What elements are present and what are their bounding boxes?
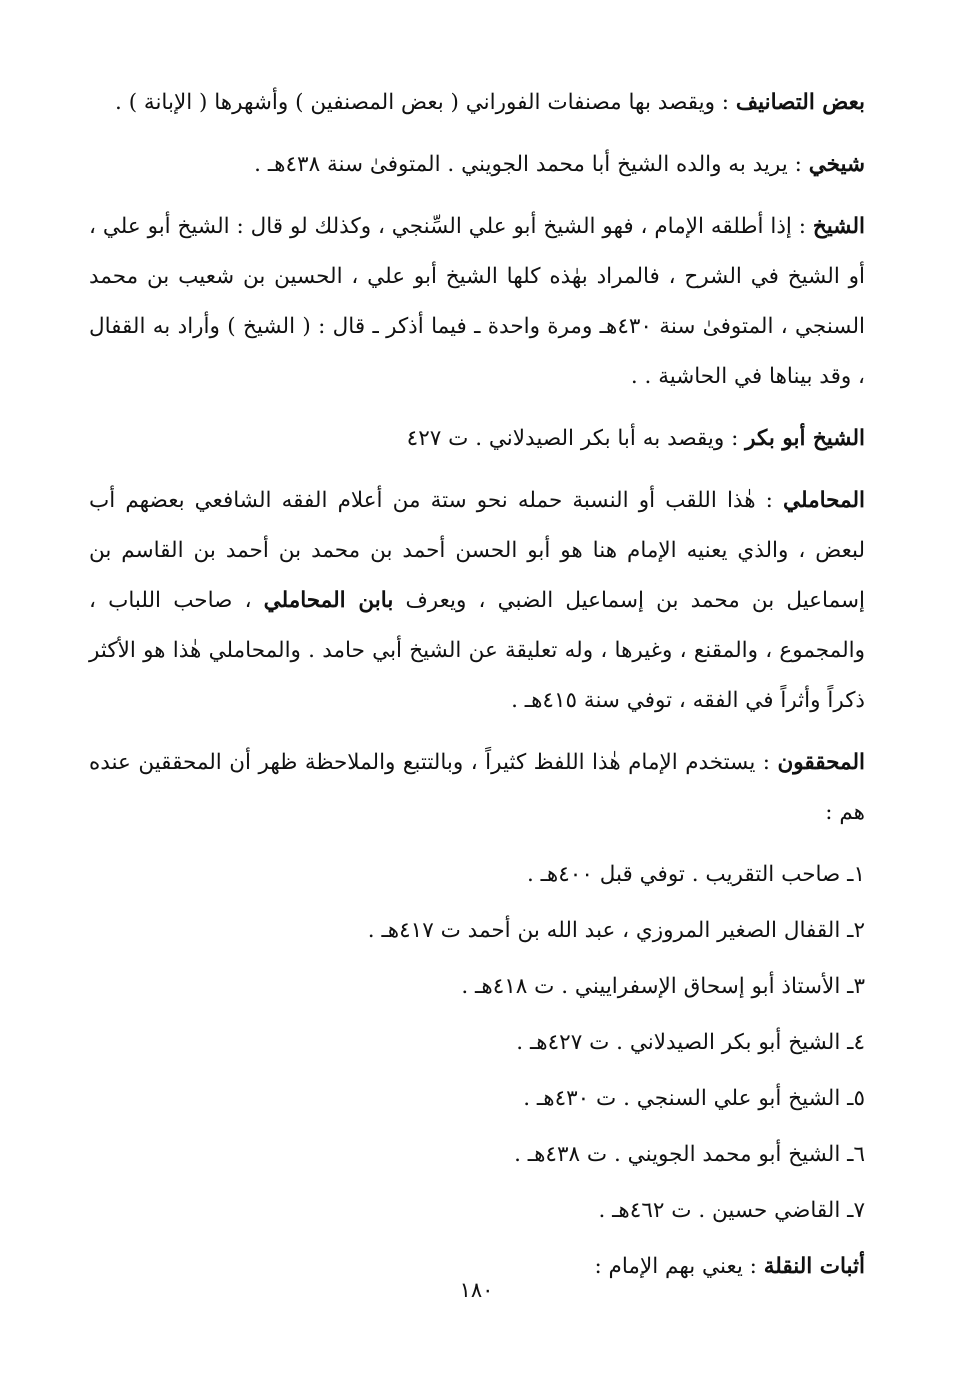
entry-shaykhi	[89, 140, 865, 190]
list-item: ٥ـ الشيخ أبو علي السنجي . ت ٤٣٠هـ .	[523, 1086, 865, 1111]
list-item: ٧ـ القاضي حسين . ت ٤٦٢هـ .	[598, 1198, 865, 1223]
entry-term: المحققون	[777, 750, 865, 775]
entry-separator: :	[791, 214, 813, 239]
entry-body-emphasis: بابن المحاملي	[263, 588, 394, 613]
entry-body: ويقصد بها مصنفات الفوراني ( بعض المصنفين ) وأشهرها ( الإبانة ) .	[115, 90, 715, 115]
entry-body: يريد به والده الشيخ أبا محمد الجويني . المتوفىٰ سنة ٤٣٨هـ .	[254, 152, 788, 177]
entry-separator: :	[755, 750, 778, 775]
entry-separator: :	[714, 90, 736, 115]
entry-term: أثبات النقلة	[763, 1254, 865, 1279]
list-item: ٣ـ الأستاذ أبو إسحاق الإسفراييني . ت ٤١٨هـ .	[461, 974, 865, 999]
entry-almuhaqqiqun	[89, 738, 865, 838]
entry-term: الشيخ أبو بكر	[745, 426, 865, 451]
entry-alshaykh	[89, 202, 865, 402]
entry-body: ، صاحب اللباب ، والمجموع ، والمقنع ، وغيرها ، وله تعليقة عن الشيخ أبي حامد . والمحاملي هٰذا هو الأكثر ذكراً وأثراً في الفقه ، توفي سنة ٤١٥هـ .	[89, 588, 865, 713]
entry-separator: :	[742, 1254, 764, 1279]
entry-separator: :	[724, 426, 746, 451]
entry-alshaykh-abu-bakr	[89, 414, 865, 464]
entry-term: الشيخ	[812, 214, 865, 239]
list-item: ٢ـ القفال الصغير المروزي ، عبد الله بن أحمد ت ٤١٧هـ .	[367, 918, 865, 943]
entry-body: ويقصد به أبا بكر الصيدلاني . ت ٤٢٧	[406, 426, 725, 451]
entry-term: المحاملي	[783, 488, 865, 513]
entry-body: إذا أطلقه الإمام ، فهو الشيخ أبو علي السِّنجي ، وكذلك لو قال : الشيخ أبو علي ، أو الشيخ في الشرح ، فالمراد بهٰذه كلها الشيخ أبو علي ، الحسين بن شعيب بن محمد السنجي ، المتوفىٰ سنة ٤٣٠هـ ومرة واحدة ـ فيما أذكر ـ قال : ( الشيخ ) وأراد به القفال ، وقد بيناها في الحاشية . .	[89, 214, 866, 389]
entry-term: بعض التصانيف	[735, 90, 865, 115]
list-item: ١ـ صاحب التقريب . توفي قبل ٤٠٠هـ .	[526, 862, 865, 887]
muhaqqiqun-list	[89, 850, 865, 1236]
entry-baad-altasanif	[89, 78, 865, 128]
page-content	[89, 78, 865, 1304]
entry-body: يعني بهم الإمام :	[594, 1254, 743, 1279]
list-item: ٦ـ الشيخ أبو محمد الجويني . ت ٤٣٨هـ .	[514, 1142, 865, 1167]
entry-almahamili	[89, 476, 865, 726]
entry-separator: :	[787, 152, 809, 177]
entry-body: يستخدم الإمام هٰذا اللفظ كثيراً ، وبالتتبع والملاحظة ظهر أن المحققين عنده هم :	[89, 750, 865, 825]
entry-body: هٰذا اللقب أو النسبة حمله نحو ستة من أعلام الفقه الشافعي بعضهم أب لبعض ، والذي يعنيه الإمام هنا هو أبو الحسن أحمد بن محمد بن أحمد بن القاسم بن إسماعيل بن محمد بن إسماعيل الضبي ، ويعرف	[89, 488, 865, 613]
entry-term: شيخي	[808, 152, 865, 177]
page-number: ١٨٠	[459, 1278, 494, 1302]
entry-separator: :	[755, 488, 784, 513]
list-item: ٤ـ الشيخ أبو بكر الصيدلاني . ت ٤٢٧هـ .	[516, 1030, 865, 1055]
